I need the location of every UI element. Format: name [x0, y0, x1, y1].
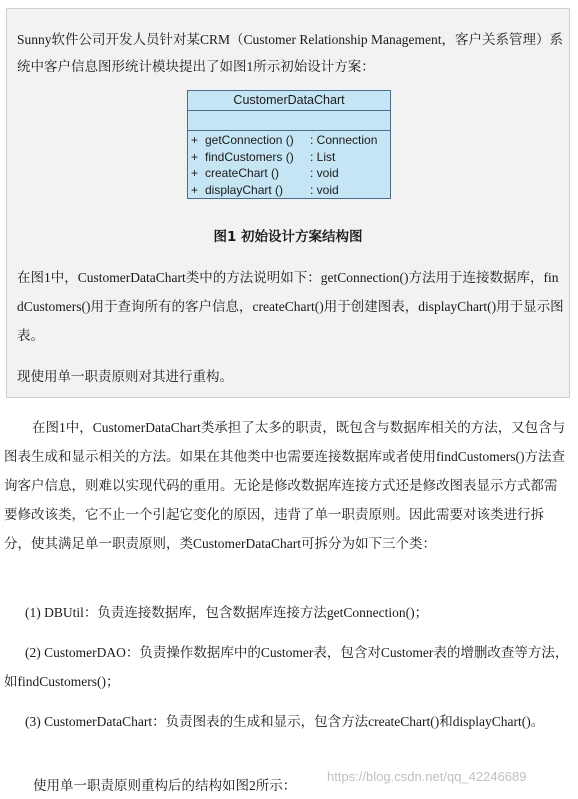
uml-operation — [188, 165, 390, 182]
operation-name: findCustomers () — [205, 149, 294, 164]
operation-name: getConnection () — [205, 133, 294, 147]
uml-operation — [188, 132, 390, 149]
closing-paragraph: 使用单一职责原则重构后的结构如图2所示： — [33, 778, 297, 793]
visibility-marker: + — [191, 133, 199, 147]
list-item-customerdao: (2) CustomerDAO：负责操作数据库中的Customer表，包含对Customer表的增删改查等方法，如findCustomers()； — [4, 645, 569, 689]
list-item-dbutil: (1) DBUtil：负责连接数据库，包含数据库连接方法getConnection()； — [25, 605, 429, 620]
operation-return: : void — [310, 182, 339, 197]
task-text: 现使用单一职责原则对其进行重构。 — [17, 369, 233, 384]
uml-operation — [188, 149, 390, 166]
description-text: 在图1中，CustomerDataChart类中的方法说明如下：getConnection()方法用于连接数据库，findCustomers()用于查询所有的客户信息，createChart()用于创建图表，displayChart()用于显示图表。 — [17, 270, 564, 343]
quote-box — [6, 8, 570, 398]
operation-return: : Connection — [310, 133, 378, 147]
watermark: https://blog.csdn.net/qq_42246689 — [327, 769, 527, 784]
operation-name: createChart () — [205, 166, 280, 180]
body-paragraph: 在图1中，CustomerDataChart类承担了太多的职责，既包含与数据库相关的方法，又包含与图表生成和显示相关的方法。如果在其他类中也需要连接数据库或者使用findCustomers()方法查询客户信息，则难以实现代码的重用。无论是修改数据库连接方式还是修改图表显示方式都需要修改该类，它不止一个引起它变化的原因，违背了单一职责原则。因此需要对该类进行拆分，使其满足单一职责原则，类CustomerDataChart可拆分为如下三个类： — [4, 420, 566, 551]
intro-text: Sunny软件公司开发人员针对某CRM（Customer Relationship Management，客户关系管理）系统中客户信息图形统计模块提出了如图1所示初始设计方案： — [17, 32, 563, 74]
list-item-customerdatachart: (3) CustomerDataChart：负责图表的生成和显示，包含方法createChart()和displayChart()。 — [25, 714, 545, 729]
visibility-marker: + — [191, 182, 199, 197]
uml-attributes-section — [188, 111, 390, 131]
operation-name: displayChart () — [205, 182, 284, 197]
visibility-marker: + — [191, 149, 199, 164]
uml-class-diagram — [187, 90, 391, 199]
uml-operations-section — [188, 131, 390, 198]
figure-caption: 图1 初始设计方案结构图 — [213, 229, 363, 245]
uml-class-name: CustomerDataChart — [188, 91, 390, 111]
operation-return: : List — [310, 149, 336, 164]
uml-operation — [188, 182, 390, 199]
operation-return: : void — [310, 166, 339, 180]
visibility-marker: + — [191, 166, 199, 180]
